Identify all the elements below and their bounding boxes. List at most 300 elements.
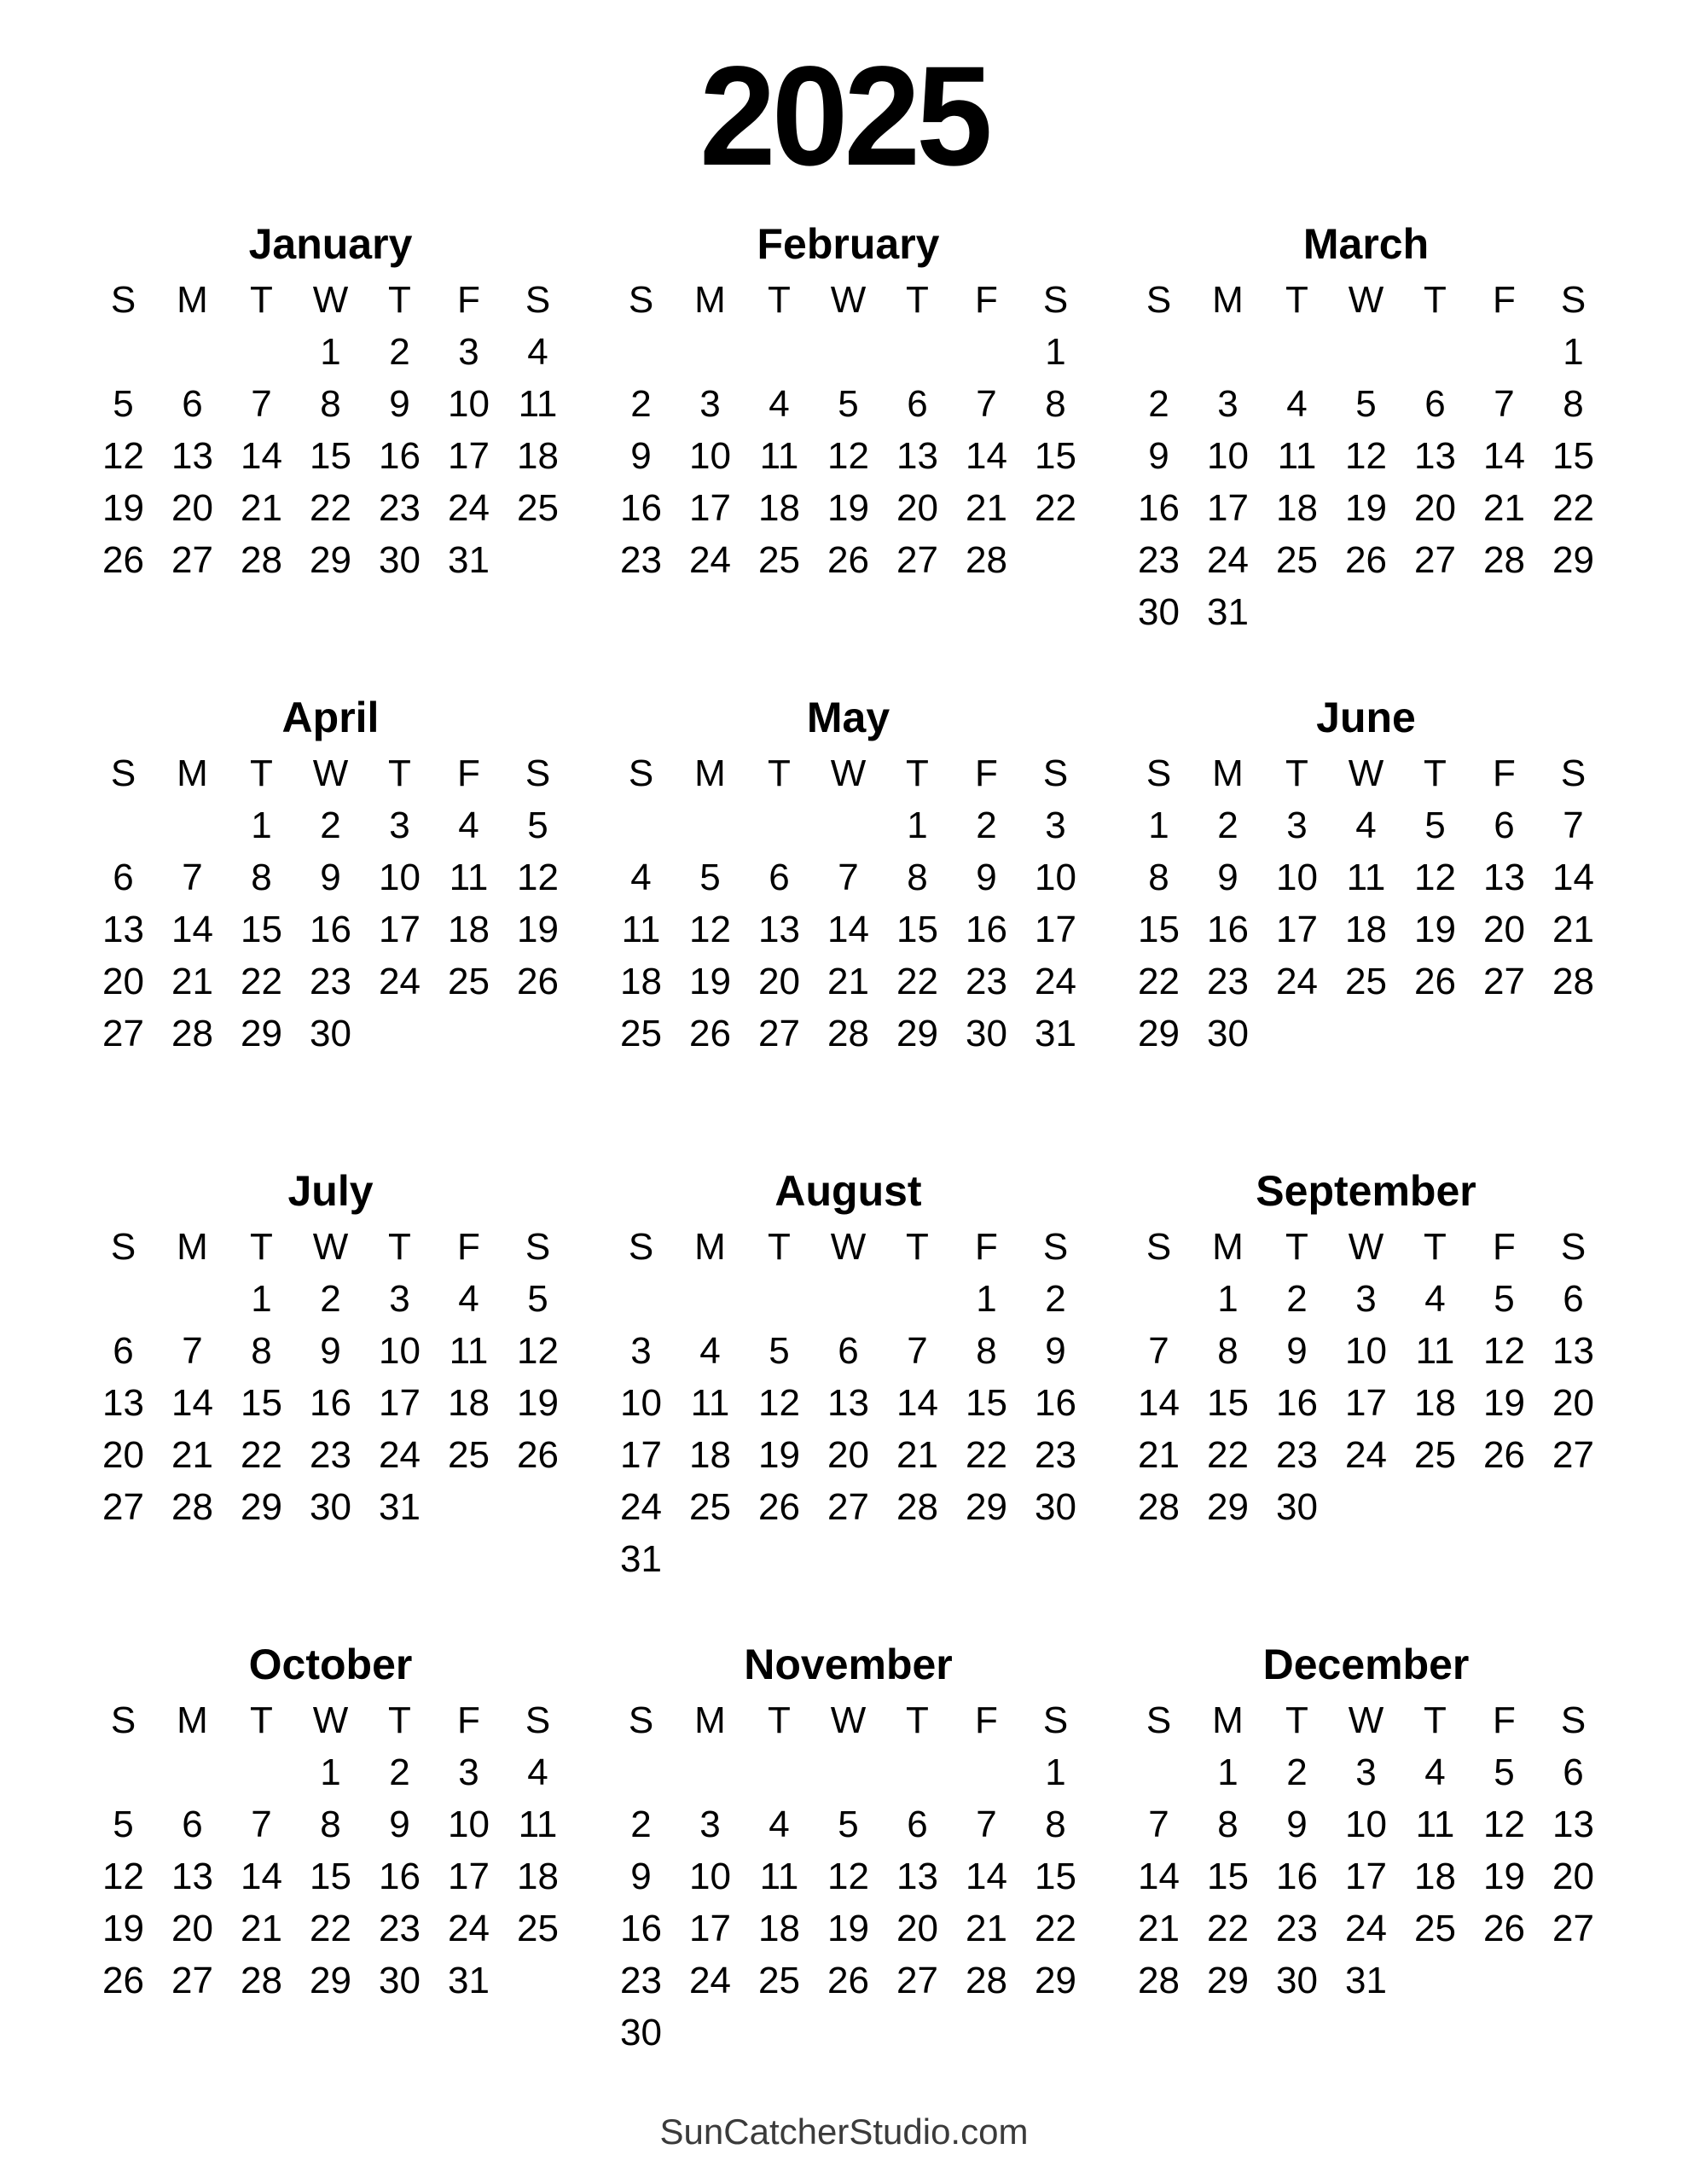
day-cell: 16 (1207, 908, 1249, 950)
empty-cell (365, 586, 434, 638)
day-of-week-header: F (1493, 1225, 1516, 1268)
month-day-grid (89, 1221, 572, 1585)
day-cell: 27 (171, 538, 213, 581)
empty-cell (1193, 1533, 1262, 1585)
day-cell: 10 (448, 382, 490, 425)
day-cell: 15 (966, 1381, 1007, 1424)
day-cell: 11 (690, 1381, 730, 1424)
day-of-week-header: S (525, 1225, 551, 1268)
day-cell: 30 (966, 1012, 1007, 1054)
empty-cell (606, 586, 676, 638)
day-cell: 6 (182, 382, 203, 425)
day-cell: 31 (1345, 1959, 1387, 2001)
day-cell: 26 (827, 538, 869, 581)
month-title: September (1256, 1167, 1476, 1215)
day-cell: 9 (630, 434, 652, 477)
empty-cell (1401, 1955, 1470, 2007)
day-of-week-header: F (1493, 278, 1516, 321)
empty-cell (606, 1060, 676, 1112)
day-cell: 22 (1035, 486, 1076, 529)
day-of-week-header: T (768, 1699, 791, 1741)
day-cell: 2 (1286, 1751, 1308, 1793)
day-cell: 25 (1345, 960, 1387, 1002)
day-of-week-header: S (1146, 278, 1172, 321)
day-cell: 7 (838, 856, 859, 898)
day-cell: 15 (310, 434, 351, 477)
day-cell: 29 (966, 1485, 1007, 1528)
empty-cell (89, 586, 158, 638)
empty-cell (952, 1060, 1021, 1112)
day-cell: 17 (689, 486, 731, 529)
day-cell: 3 (389, 804, 410, 846)
day-cell: 12 (517, 856, 559, 898)
day-cell: 19 (1414, 908, 1456, 950)
day-cell: 20 (171, 1907, 213, 1949)
day-cell: 8 (320, 382, 341, 425)
day-cell: 20 (896, 1907, 938, 1949)
empty-cell (814, 586, 883, 638)
day-cell: 26 (689, 1012, 731, 1054)
empty-cell (606, 326, 676, 378)
day-cell: 2 (1045, 1277, 1066, 1320)
empty-cell (676, 1060, 745, 1112)
day-of-week-header: S (628, 1225, 654, 1268)
day-cell: 4 (630, 856, 652, 898)
day-cell: 31 (448, 538, 490, 581)
month-title: October (248, 1641, 413, 1688)
day-cell: 30 (379, 1959, 421, 2001)
empty-cell (1124, 1746, 1193, 1798)
month-october (89, 1635, 572, 2059)
empty-cell (1331, 1533, 1401, 1585)
empty-cell (1470, 1533, 1539, 1585)
month-june (1124, 688, 1608, 1112)
empty-cell (1401, 586, 1470, 638)
day-of-week-header: T (768, 752, 791, 794)
empty-cell (606, 1273, 676, 1325)
empty-cell (883, 326, 952, 378)
month-title: November (744, 1641, 953, 1688)
empty-cell (1331, 1060, 1401, 1112)
day-of-week-header: F (975, 1699, 998, 1741)
day-of-week-header: T (250, 278, 273, 321)
day-cell: 18 (1276, 486, 1318, 529)
day-cell: 8 (1045, 1803, 1066, 1845)
day-cell: 9 (389, 382, 410, 425)
day-cell: 26 (758, 1485, 800, 1528)
day-cell: 17 (1345, 1381, 1387, 1424)
day-cell: 27 (1552, 1433, 1594, 1476)
day-cell: 18 (758, 1907, 800, 1949)
day-of-week-header: T (388, 1225, 411, 1268)
day-cell: 23 (1035, 1433, 1076, 1476)
empty-cell (434, 2007, 503, 2059)
empty-cell (952, 2007, 1021, 2059)
empty-cell (158, 799, 227, 851)
month-july (89, 1161, 572, 1585)
day-cell: 11 (449, 856, 489, 898)
day-cell: 12 (758, 1381, 800, 1424)
day-cell: 23 (620, 538, 662, 581)
day-cell: 14 (1138, 1381, 1180, 1424)
day-cell: 1 (976, 1277, 997, 1320)
day-cell: 10 (379, 856, 421, 898)
day-cell: 28 (1552, 960, 1594, 1002)
day-cell: 10 (1345, 1329, 1387, 1372)
day-of-week-header: T (1424, 1225, 1447, 1268)
day-of-week-header: S (110, 752, 136, 794)
day-cell: 20 (102, 960, 144, 1002)
day-of-week-header: T (1285, 752, 1308, 794)
day-of-week-header: T (906, 1225, 929, 1268)
day-cell: 28 (1483, 538, 1525, 581)
empty-cell (883, 1273, 952, 1325)
day-cell: 25 (517, 486, 559, 529)
empty-cell (883, 2007, 952, 2059)
day-cell: 2 (320, 804, 341, 846)
empty-cell (952, 326, 1021, 378)
day-cell: 1 (1563, 330, 1584, 373)
empty-cell (296, 2007, 365, 2059)
empty-cell (814, 2007, 883, 2059)
empty-cell (1124, 1060, 1193, 1112)
day-cell: 11 (518, 1803, 558, 1845)
empty-cell (1470, 586, 1539, 638)
day-cell: 8 (1217, 1329, 1238, 1372)
day-cell: 18 (689, 1433, 731, 1476)
month-title: April (281, 694, 380, 741)
day-cell: 16 (379, 434, 421, 477)
day-cell: 19 (517, 908, 559, 950)
day-of-week-header: M (694, 1699, 726, 1741)
empty-cell (365, 1008, 434, 1060)
day-cell: 26 (517, 960, 559, 1002)
day-cell: 18 (620, 960, 662, 1002)
day-cell: 6 (838, 1329, 859, 1372)
day-cell: 25 (1276, 538, 1318, 581)
day-cell: 20 (171, 486, 213, 529)
day-cell: 28 (171, 1012, 213, 1054)
day-cell: 5 (1424, 804, 1446, 846)
empty-cell (1401, 1533, 1470, 1585)
day-cell: 3 (1355, 1751, 1377, 1793)
month-title: March (1302, 220, 1430, 268)
day-cell: 7 (907, 1329, 928, 1372)
day-cell: 28 (171, 1485, 213, 1528)
empty-cell (503, 1533, 572, 1585)
day-cell: 26 (102, 1959, 144, 2001)
day-cell: 15 (1035, 1855, 1076, 1897)
day-cell: 3 (1217, 382, 1238, 425)
day-cell: 6 (769, 856, 790, 898)
day-of-week-header: F (1493, 752, 1516, 794)
empty-cell (1124, 1273, 1193, 1325)
day-of-week-header: S (1146, 1699, 1172, 1741)
day-cell: 27 (758, 1012, 800, 1054)
day-of-week-header: W (830, 1699, 867, 1741)
day-cell: 16 (966, 908, 1007, 950)
day-cell: 17 (379, 1381, 421, 1424)
day-cell: 11 (759, 434, 799, 477)
month-day-grid (606, 1221, 1090, 1585)
empty-cell (883, 1746, 952, 1798)
day-cell: 25 (758, 1959, 800, 2001)
day-cell: 24 (1345, 1433, 1387, 1476)
day-cell: 25 (448, 960, 490, 1002)
day-cell: 3 (389, 1277, 410, 1320)
month-march (1124, 214, 1608, 638)
day-of-week-header: S (525, 278, 551, 321)
empty-cell (1470, 1060, 1539, 1112)
day-cell: 17 (1207, 486, 1249, 529)
empty-cell (814, 799, 883, 851)
empty-cell (814, 1060, 883, 1112)
day-cell: 4 (458, 804, 479, 846)
empty-cell (503, 1481, 572, 1533)
empty-cell (227, 326, 296, 378)
day-of-week-header: S (110, 1225, 136, 1268)
day-cell: 21 (896, 1433, 938, 1476)
day-cell: 20 (1552, 1381, 1594, 1424)
day-of-week-header: T (768, 1225, 791, 1268)
day-cell: 24 (1345, 1907, 1387, 1949)
empty-cell (1193, 1060, 1262, 1112)
day-cell: 11 (518, 382, 558, 425)
empty-cell (676, 1533, 745, 1585)
day-of-week-header: S (1042, 752, 1069, 794)
day-cell: 28 (241, 1959, 282, 2001)
day-of-week-header: S (628, 752, 654, 794)
day-cell: 2 (1286, 1277, 1308, 1320)
day-cell: 25 (517, 1907, 559, 1949)
day-cell: 18 (1345, 908, 1387, 950)
empty-cell (606, 799, 676, 851)
day-of-week-header: T (388, 278, 411, 321)
day-cell: 14 (966, 1855, 1007, 1897)
day-cell: 8 (1217, 1803, 1238, 1845)
empty-cell (434, 1481, 503, 1533)
day-cell: 2 (1217, 804, 1238, 846)
day-cell: 22 (896, 960, 938, 1002)
day-cell: 22 (241, 1433, 282, 1476)
day-cell: 2 (1148, 382, 1169, 425)
day-cell: 30 (1276, 1959, 1318, 2001)
day-cell: 14 (171, 908, 213, 950)
month-day-grid (89, 747, 572, 1112)
empty-cell (883, 586, 952, 638)
day-of-week-header: F (457, 278, 480, 321)
day-cell: 11 (759, 1855, 799, 1897)
day-of-week-header: T (250, 1699, 273, 1741)
day-cell: 11 (1415, 1329, 1455, 1372)
day-cell: 27 (1414, 538, 1456, 581)
empty-cell (503, 1060, 572, 1112)
empty-cell (1331, 1481, 1401, 1533)
day-cell: 3 (630, 1329, 652, 1372)
day-cell: 13 (896, 1855, 938, 1897)
day-cell: 30 (1138, 590, 1180, 633)
day-cell: 19 (689, 960, 731, 1002)
day-cell: 14 (896, 1381, 938, 1424)
day-cell: 19 (1483, 1855, 1525, 1897)
day-cell: 5 (1494, 1277, 1515, 1320)
day-cell: 18 (448, 908, 490, 950)
day-cell: 21 (1483, 486, 1525, 529)
month-august (606, 1161, 1090, 1585)
day-cell: 23 (620, 1959, 662, 2001)
empty-cell (676, 1273, 745, 1325)
day-cell: 15 (241, 908, 282, 950)
empty-cell (1124, 326, 1193, 378)
day-cell: 7 (1494, 382, 1515, 425)
day-cell: 10 (448, 1803, 490, 1845)
day-cell: 12 (1414, 856, 1456, 898)
day-cell: 9 (976, 856, 997, 898)
day-cell: 5 (838, 1803, 859, 1845)
day-cell: 28 (1138, 1959, 1180, 2001)
day-cell: 30 (379, 538, 421, 581)
day-cell: 10 (1207, 434, 1249, 477)
empty-cell (1262, 586, 1331, 638)
day-cell: 12 (517, 1329, 559, 1372)
month-title: December (1262, 1641, 1470, 1688)
day-cell: 11 (1415, 1803, 1455, 1845)
day-of-week-header: S (1560, 278, 1586, 321)
day-of-week-header: W (1348, 752, 1384, 794)
day-cell: 4 (527, 330, 548, 373)
empty-cell (814, 1533, 883, 1585)
day-cell: 5 (838, 382, 859, 425)
empty-cell (1470, 326, 1539, 378)
day-cell: 22 (310, 486, 351, 529)
day-cell: 2 (976, 804, 997, 846)
empty-cell (952, 586, 1021, 638)
day-cell: 2 (630, 382, 652, 425)
day-cell: 4 (1355, 804, 1377, 846)
day-cell: 15 (1207, 1855, 1249, 1897)
day-cell: 26 (827, 1959, 869, 2001)
empty-cell (606, 1746, 676, 1798)
day-cell: 22 (241, 960, 282, 1002)
day-cell: 24 (448, 486, 490, 529)
day-cell: 9 (1217, 856, 1238, 898)
day-cell: 16 (379, 1855, 421, 1897)
day-of-week-header: S (1042, 278, 1069, 321)
day-of-week-header: M (1212, 752, 1244, 794)
day-cell: 2 (320, 1277, 341, 1320)
day-cell: 16 (1035, 1381, 1076, 1424)
day-cell: 17 (1035, 908, 1076, 950)
day-cell: 19 (1345, 486, 1387, 529)
day-cell: 12 (102, 1855, 144, 1897)
day-cell: 26 (1414, 960, 1456, 1002)
day-cell: 22 (1207, 1907, 1249, 1949)
day-of-week-header: T (250, 752, 273, 794)
day-cell: 10 (620, 1381, 662, 1424)
day-cell: 21 (241, 486, 282, 529)
empty-cell (745, 799, 814, 851)
day-cell: 7 (251, 1803, 272, 1845)
day-cell: 29 (241, 1012, 282, 1054)
day-cell: 7 (976, 1803, 997, 1845)
empty-cell (745, 326, 814, 378)
empty-cell (296, 586, 365, 638)
day-of-week-header: T (768, 278, 791, 321)
day-cell: 9 (320, 856, 341, 898)
day-cell: 30 (1276, 1485, 1318, 1528)
day-cell: 7 (1563, 804, 1584, 846)
day-cell: 25 (689, 1485, 731, 1528)
empty-cell (365, 1060, 434, 1112)
empty-cell (503, 1955, 572, 2007)
day-cell: 12 (827, 1855, 869, 1897)
day-of-week-header: W (1348, 1699, 1384, 1741)
day-of-week-header: S (628, 1699, 654, 1741)
day-cell: 2 (389, 1751, 410, 1793)
empty-cell (1331, 586, 1401, 638)
day-cell: 21 (171, 1433, 213, 1476)
day-cell: 23 (379, 486, 421, 529)
day-cell: 19 (827, 1907, 869, 1949)
day-cell: 14 (827, 908, 869, 950)
day-cell: 4 (1424, 1751, 1446, 1793)
day-cell: 8 (1148, 856, 1169, 898)
empty-cell (1193, 326, 1262, 378)
day-of-week-header: S (628, 278, 654, 321)
day-cell: 21 (1138, 1907, 1180, 1949)
day-cell: 23 (1207, 960, 1249, 1002)
empty-cell (1262, 2007, 1331, 2059)
day-cell: 24 (1035, 960, 1076, 1002)
empty-cell (1021, 534, 1090, 586)
day-cell: 20 (827, 1433, 869, 1476)
day-cell: 4 (769, 382, 790, 425)
day-cell: 23 (966, 960, 1007, 1002)
day-of-week-header: T (1424, 752, 1447, 794)
empty-cell (227, 2007, 296, 2059)
empty-cell (1539, 1008, 1608, 1060)
day-of-week-header: W (830, 752, 867, 794)
day-of-week-header: S (1560, 1699, 1586, 1741)
day-of-week-header: F (457, 752, 480, 794)
day-cell: 18 (758, 486, 800, 529)
day-cell: 6 (907, 1803, 928, 1845)
day-cell: 21 (1552, 908, 1594, 950)
empty-cell (1470, 1481, 1539, 1533)
day-cell: 5 (699, 856, 721, 898)
day-cell: 24 (689, 1959, 731, 2001)
day-cell: 1 (1217, 1751, 1238, 1793)
day-cell: 13 (758, 908, 800, 950)
day-cell: 20 (758, 960, 800, 1002)
day-of-week-header: M (694, 278, 726, 321)
day-cell: 6 (1563, 1751, 1584, 1793)
day-cell: 15 (1035, 434, 1076, 477)
empty-cell (1331, 1008, 1401, 1060)
month-title: January (248, 220, 413, 268)
day-cell: 15 (896, 908, 938, 950)
empty-cell (296, 1533, 365, 1585)
day-cell: 19 (102, 486, 144, 529)
day-cell: 24 (379, 1433, 421, 1476)
day-of-week-header: W (312, 1699, 349, 1741)
day-cell: 16 (1276, 1381, 1318, 1424)
empty-cell (952, 1533, 1021, 1585)
day-of-week-header: W (312, 278, 349, 321)
day-cell: 1 (907, 804, 928, 846)
day-cell: 22 (966, 1433, 1007, 1476)
day-cell: 20 (1552, 1855, 1594, 1897)
